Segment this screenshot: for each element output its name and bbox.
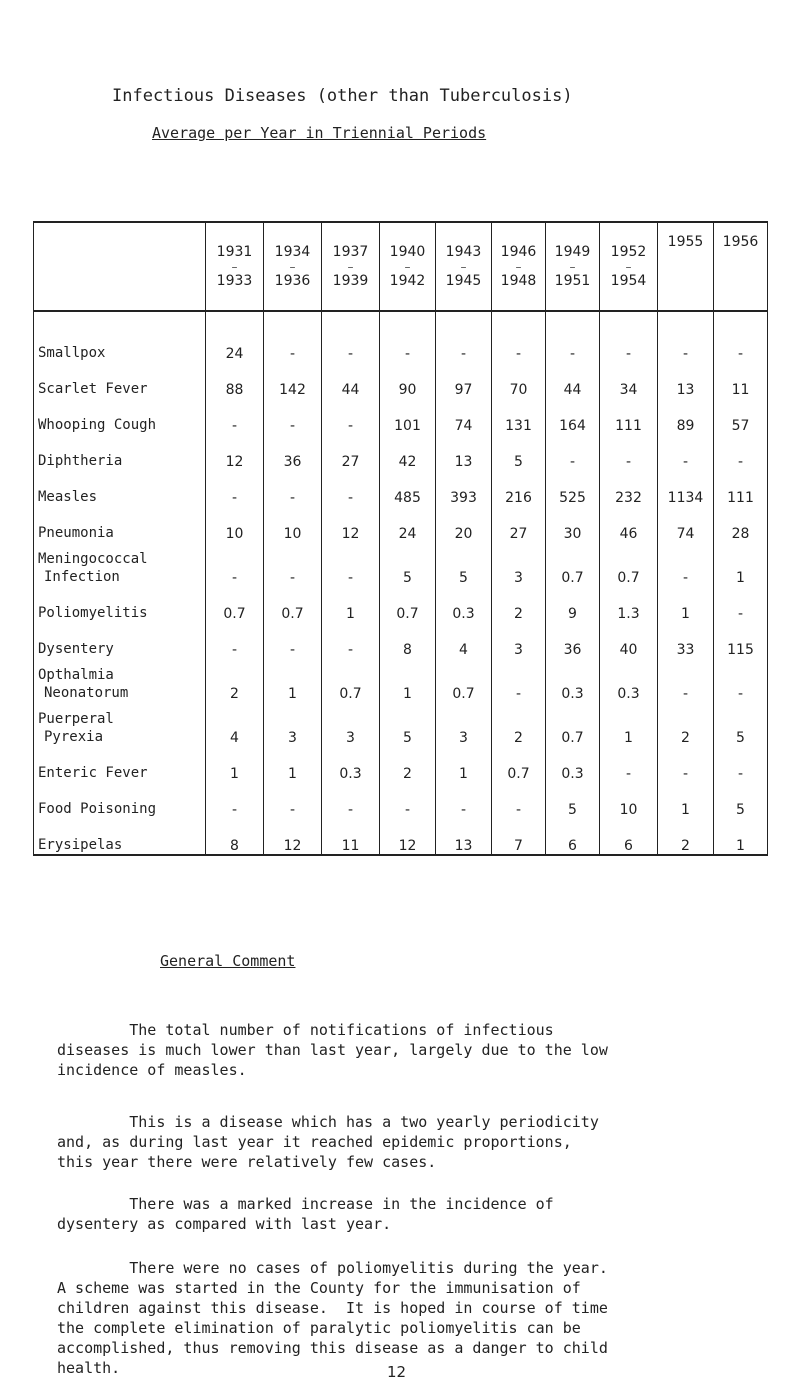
table-cell: - [322,542,380,586]
table-cell: 24 [380,506,436,542]
table-cell: 5 [492,434,546,470]
table-cell: 11 [714,362,768,398]
table-cell: 393 [436,470,492,506]
table-cell: 10 [600,782,658,818]
table-row [34,782,768,818]
table-cell: 7 [492,818,546,855]
page-title: Infectious Diseases (other than Tuberculosis) [112,86,573,106]
table-cell: 11 [322,818,380,855]
disease-table [33,221,768,856]
table-cell: 36 [546,622,600,658]
table-cell: 0.7 [206,586,264,622]
table-cell: 97 [436,362,492,398]
table-cell: 27 [492,506,546,542]
disease-name-line: Poliomyelitis [38,605,148,621]
table-cell: 12 [264,818,322,855]
table-cell: 164 [546,398,600,434]
table-cell: 115 [714,622,768,658]
table-cell: 70 [492,362,546,398]
table-cell: - [322,782,380,818]
table-cell: 0.3 [546,658,600,702]
table-row [34,586,768,622]
year-range-dash: – [460,259,467,274]
year-column-header [658,222,714,311]
table-cell: - [264,622,322,658]
year-from: 1937 [332,243,369,260]
table-cell: 1 [436,746,492,782]
table-cell: 34 [600,362,658,398]
table-cell: 216 [492,470,546,506]
year-from: 1946 [500,243,537,260]
table-cell: 89 [658,398,714,434]
table-cell: 5 [380,702,436,746]
table-cell: 0.3 [546,746,600,782]
year-range-dash: – [625,259,632,274]
table-cell: - [714,586,768,622]
table-cell: 2 [492,586,546,622]
table-cell: 12 [206,434,264,470]
year-column-header [380,222,436,311]
table-cell: 0.7 [436,658,492,702]
table-cell: 10 [264,506,322,542]
table-cell: - [264,398,322,434]
year-column-header [264,222,322,311]
table-cell: - [322,470,380,506]
table-row [34,542,768,586]
year-column-header [322,222,380,311]
disease-name-line: Meningococcal [38,551,148,567]
table-cell: 0.3 [436,586,492,622]
disease-name-line: Infection [44,569,120,585]
table-cell: 5 [380,542,436,586]
table-cell: 232 [600,470,658,506]
table-cell: 88 [206,362,264,398]
table-cell: - [546,434,600,470]
table-cell: 0.3 [600,658,658,702]
table-cell: 3 [322,702,380,746]
table-cell: - [206,782,264,818]
year-range-dash: – [569,259,576,274]
table-cell: 2 [658,818,714,855]
table-cell: 13 [658,362,714,398]
table-cell: - [546,311,600,362]
table-cell: - [658,434,714,470]
disease-name-line: Puerperal [38,711,114,727]
year-range-dash: – [231,259,238,274]
year-from: 1949 [554,243,591,260]
table-row [34,746,768,782]
table-cell: - [714,658,768,702]
table-cell: 142 [264,362,322,398]
year-from: 1955 [667,234,704,250]
table-row [34,362,768,398]
table-cell: 485 [380,470,436,506]
table-cell: 44 [322,362,380,398]
table-cell: - [492,311,546,362]
disease-name-line: Opthalmia [38,667,114,683]
disease-name-line: Pyrexia [44,729,104,745]
table-cell: - [600,311,658,362]
comment-paragraph: There were no cases of poliomyelitis during the year. A scheme was started in the County for the immunisation of children against this disease. It is hoped in course of time the complete elimination of paralytic poliomyelitis can be accomplished, thus removing this disease as a danger to child health. [57,1259,608,1377]
table-cell: - [492,782,546,818]
table-row [34,622,768,658]
disease-name [34,398,206,434]
table-cell: - [264,470,322,506]
table-cell: 57 [714,398,768,434]
year-from: 1956 [722,234,759,250]
table-cell: - [380,782,436,818]
table-cell: 27 [322,434,380,470]
table-cell: 3 [264,702,322,746]
year-from: 1952 [610,243,647,260]
table-cell: 12 [322,506,380,542]
year-column-header [546,222,600,311]
table-cell: 33 [658,622,714,658]
table-cell: 2 [206,658,264,702]
table-cell: - [436,782,492,818]
year-to: 1945 [445,272,482,289]
table-cell: 111 [600,398,658,434]
table-cell: 1 [322,586,380,622]
year-column-header [492,222,546,311]
table-cell: 525 [546,470,600,506]
table-cell: 4 [436,622,492,658]
disease-name [34,542,206,586]
table-row [34,398,768,434]
table-cell: 1 [264,746,322,782]
table-cell: 1 [658,586,714,622]
year-to: 1942 [389,272,426,289]
disease-name [34,622,206,658]
table-cell: 3 [492,542,546,586]
disease-name-line: Pneumonia [38,525,114,541]
table-cell: - [380,311,436,362]
disease-name [34,702,206,746]
disease-name [34,818,206,855]
year-range-dash: – [347,259,354,274]
table-row [34,311,768,362]
table-cell: 74 [436,398,492,434]
table-cell: 1 [714,542,768,586]
table-cell: - [658,658,714,702]
table-cell: 2 [380,746,436,782]
table-cell: - [658,542,714,586]
year-column-header [600,222,658,311]
table-cell: 10 [206,506,264,542]
table-cell: 1.3 [600,586,658,622]
year-to: 1933 [216,272,253,289]
table-cell: 5 [436,542,492,586]
table-body [34,311,768,855]
table-cell: - [600,746,658,782]
comment-paragraph: There was a marked increase in the incidence of dysentery as compared with last year. [57,1195,554,1233]
table-cell: - [658,311,714,362]
table-cell: 131 [492,398,546,434]
table-cell: - [264,542,322,586]
table-cell: - [322,398,380,434]
table-row [34,506,768,542]
table-cell: 5 [714,702,768,746]
year-column-header [714,222,768,311]
disease-name [34,782,206,818]
table-cell: 4 [206,702,264,746]
disease-name-line: Smallpox [38,345,106,361]
table-cell: 40 [600,622,658,658]
table-cell: 9 [546,586,600,622]
year-from: 1943 [445,243,482,260]
table-cell: 90 [380,362,436,398]
table-cell: 1 [658,782,714,818]
page-subtitle: Average per Year in Triennial Periods [152,124,487,142]
disease-name-line: Whooping Cough [38,417,157,433]
table-cell: 6 [600,818,658,855]
disease-name-line: Enteric Fever [38,765,148,781]
table-cell: - [714,311,768,362]
year-to: 1939 [332,272,369,289]
table-cell: 1134 [658,470,714,506]
year-from: 1940 [389,243,426,260]
table-cell: - [206,622,264,658]
table-cell: - [264,311,322,362]
table-cell: 8 [380,622,436,658]
comment-heading: General Comment [160,952,296,970]
year-from: 1934 [274,243,311,260]
table-row [34,470,768,506]
header-corner [34,222,206,311]
disease-name [34,362,206,398]
year-range-dash: – [289,259,296,274]
table-cell: 5 [546,782,600,818]
table-cell: - [206,470,264,506]
table-cell: 111 [714,470,768,506]
table-cell: 0.7 [264,586,322,622]
table-cell: 0.7 [546,702,600,746]
table-cell: 6 [546,818,600,855]
table-cell: 42 [380,434,436,470]
table-cell: - [600,434,658,470]
table-cell: - [714,746,768,782]
disease-name [34,434,206,470]
table-row [34,658,768,702]
table-header-row [34,222,768,311]
table-cell: 8 [206,818,264,855]
table-cell: - [322,311,380,362]
table-cell: 1 [380,658,436,702]
table-cell: 74 [658,506,714,542]
table-cell: 1 [714,818,768,855]
year-from: 1931 [216,243,253,260]
page-number: 12 [387,1363,407,1381]
table-cell: - [206,398,264,434]
disease-name-line: Measles [38,489,98,505]
table-cell: 13 [436,818,492,855]
year-to: 1954 [610,272,647,289]
table-cell: - [436,311,492,362]
table-cell: 3 [436,702,492,746]
table-cell: 101 [380,398,436,434]
comment-paragraph: This is a disease which has a two yearly periodicity and, as during last year it reached epidemic proportions, this year there were relatively few cases. [57,1113,599,1171]
table-cell: 2 [658,702,714,746]
table-cell: - [658,746,714,782]
table-cell: 13 [436,434,492,470]
table-cell: - [206,542,264,586]
year-column-header [436,222,492,311]
table-cell: 20 [436,506,492,542]
table-cell: 1 [600,702,658,746]
table-cell: 2 [492,702,546,746]
table-cell: 0.7 [492,746,546,782]
disease-name-line: Dysentery [38,641,114,657]
disease-name [34,746,206,782]
table-cell: - [264,782,322,818]
table-cell: 0.3 [322,746,380,782]
table-cell: 0.7 [546,542,600,586]
disease-name-line: Scarlet Fever [38,381,148,397]
table-cell: 1 [206,746,264,782]
year-to: 1936 [274,272,311,289]
table-cell: 28 [714,506,768,542]
disease-name [34,470,206,506]
table-cell: 46 [600,506,658,542]
table-row [34,434,768,470]
table-cell: 30 [546,506,600,542]
table-cell: 0.7 [600,542,658,586]
disease-name [34,586,206,622]
table-cell: 24 [206,311,264,362]
table-cell: - [492,658,546,702]
disease-name-line: Food Poisoning [38,801,157,817]
table-cell: - [714,434,768,470]
table-cell: 0.7 [322,658,380,702]
table-row [34,818,768,855]
disease-name [34,311,206,362]
disease-name-line: Diphtheria [38,453,123,469]
year-to: 1951 [554,272,591,289]
year-to: 1948 [500,272,537,289]
table-cell: 0.7 [380,586,436,622]
table-cell: 5 [714,782,768,818]
table-cell: 3 [492,622,546,658]
disease-name-line: Erysipelas [38,837,123,853]
table-cell: 44 [546,362,600,398]
table-row [34,702,768,746]
year-range-dash: – [515,259,522,274]
disease-name-line: Neonatorum [44,685,129,701]
year-column-header [206,222,264,311]
disease-name [34,506,206,542]
table-cell: 12 [380,818,436,855]
disease-name [34,658,206,702]
table-cell: - [322,622,380,658]
year-range-dash: – [404,259,411,274]
table-cell: 36 [264,434,322,470]
comment-paragraph: The total number of notifications of infectious diseases is much lower than last year, largely due to the low incidence of measles. [57,1021,608,1079]
table-cell: 1 [264,658,322,702]
